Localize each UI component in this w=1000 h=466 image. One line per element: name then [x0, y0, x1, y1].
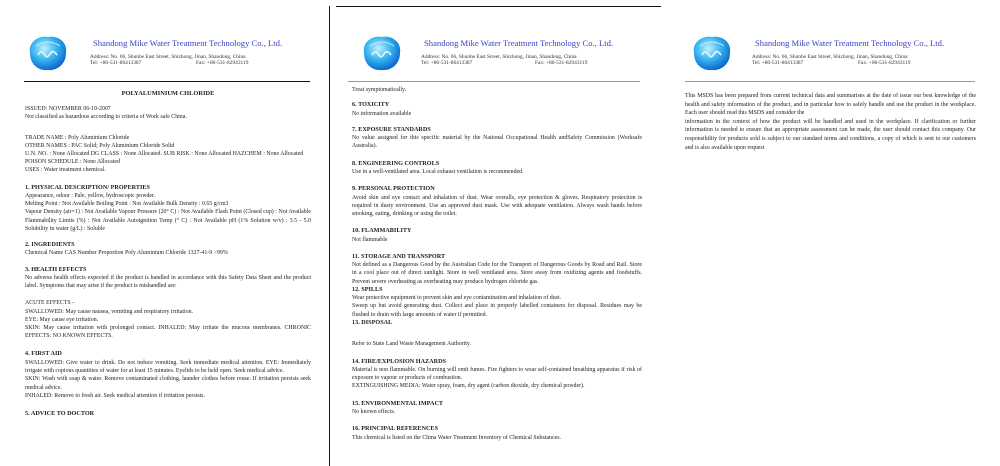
section-paragraph: SKIN: May cause irritation with prolonged contact. INHALED: May irritate the mucous membranes. CHRONIC EFFECTS: NO KNOWN EFFECTS.	[25, 325, 311, 340]
section-paragraph: Wear protective equipment to prevent skin and eye contamination and inhalation of dust.	[352, 295, 562, 302]
section-heading: 16. PRINCIPAL REFERENCES	[352, 425, 439, 433]
section-block	[25, 184, 311, 233]
section-heading: 13. DISPOSAL	[352, 318, 393, 326]
section-block	[352, 126, 642, 151]
company-logo	[360, 33, 404, 73]
company-fax: Fax: +86-531-82943119	[196, 60, 249, 66]
section-paragraph: Treat symptomatically.	[352, 87, 407, 93]
section-paragraph: ISSUED: NOVEMBER 06-19-2007	[25, 106, 111, 113]
section-paragraph: This chemical is listed on the China Water Treatment Inventory of Chemical Substances.	[352, 434, 561, 441]
section-block	[25, 266, 311, 291]
company-name: Shandong Mike Water Treatment Technology Co., Ltd.	[755, 38, 945, 48]
section-block	[352, 227, 642, 244]
section-block	[25, 105, 311, 121]
section-paragraph: Not flammable	[352, 236, 388, 243]
section-heading: 8. ENGINEERING CONTROLS	[352, 159, 440, 167]
company-address: Address: No. 66, Shunhe East Street, Shizhong, Jinan, Shandong, China	[90, 54, 246, 60]
section-paragraph: EYE: May cause eye irritation.	[25, 316, 99, 323]
section-heading: 9. PERSONAL PROTECTION	[352, 185, 435, 193]
section-block	[25, 410, 311, 418]
section-paragraph: POISON SCHEDULE : None Allocated	[25, 159, 120, 166]
document-title: POLYALUMINIUM CHLORIDE	[121, 90, 215, 97]
document-page-2	[335, 0, 665, 466]
section-block	[352, 358, 642, 391]
page-body	[25, 90, 311, 418]
document-page-3	[670, 0, 1000, 466]
section-paragraph: Melting Point : Not Available Boiling Point : Not Available Bulk Density : 0.65 g/cm3	[25, 201, 229, 208]
company-address: Address: No. 66, Shunhe East Street, Shizhong, Jinan, Shandong, China	[752, 54, 908, 60]
header-rule	[348, 81, 640, 82]
section-block	[352, 86, 642, 94]
section-paragraph: Not defined as a Dangerous Good by the Australian Code for the Transport of Dangerous Goods by Road and Rail. Store in a cool place out of direct sunlight. Store in well ventilated area. Store away from oxidizing agents and foodstuffs. Prevent severe overheating as overheating may produce hydrogen chloride gas.	[352, 262, 642, 285]
section-paragraph: ACUTE EFFECTS -	[25, 300, 75, 307]
section-paragraph: INHALED: Remove to fresh air. Seek medical attention if irritation persists.	[25, 392, 205, 399]
section-paragraph: No adverse health effects expected if the product is handled in accordance with this Safety Data Sheet and the product label. Symptoms that may arise if the product is mishandled are:	[25, 275, 311, 290]
company-tel: Tel: +86-531-86413387	[421, 60, 473, 66]
section-heading: 7. EXPOSURE STANDARDS	[352, 125, 431, 133]
company-tel: Tel: +86-531-86413387	[90, 60, 142, 66]
section-paragraph: No known effects.	[352, 408, 396, 415]
section-paragraph: Appearance, odour : Pale, yellow, hydroscopic powder.	[25, 193, 156, 200]
section-block	[25, 134, 311, 175]
section-paragraph: OTHER NAMES : PAC Solid; Poly Aluminium Chloride Solid	[25, 142, 175, 149]
section-block	[685, 92, 976, 152]
section-heading: 14. FIRE/EXPLOSION HAZARDS	[352, 357, 447, 365]
section-heading: 2. INGREDIENTS	[25, 241, 75, 249]
section-paragraph: No value assigned for this specific material by the National Occupational Health andSafety Commission (Worksafe Australia).	[352, 135, 642, 150]
section-paragraph: USES : Water treatment chemical.	[25, 167, 106, 174]
section-paragraph: No information available	[352, 110, 412, 117]
section-heading: 10. FLAMMABILITY	[352, 227, 412, 235]
section-paragraph: TRADE NAME : Poly Aluminium Chloride	[25, 134, 130, 141]
company-name: Shandong Mike Water Treatment Technology Co., Ltd.	[93, 38, 283, 48]
section-paragraph: Refer to State Land Waste Management Authority.	[352, 341, 471, 348]
company-address: Address: No. 66, Shunhe East Street, Shizhong, Jinan, Shandong, China	[421, 54, 577, 60]
section-heading: 1. PHYSICAL DESCRIPTION/ PROPERTIES	[25, 183, 150, 191]
section-heading: 12. SPILLS	[352, 285, 383, 293]
header-rule	[685, 81, 975, 82]
company-logo	[690, 33, 734, 73]
section-block	[352, 101, 642, 118]
section-paragraph: Chemical Name CAS Number Proportion Poly Aluminium Chloride 1327-41-9 >99%	[25, 250, 228, 257]
section-heading: 3. HEALTH EFFECTS	[25, 265, 87, 273]
section-block	[352, 185, 642, 218]
section-paragraph: SKIN: Wash with soap & water. Remove contaminated clothing, launder clothes before reuse. If irritation persists seek medical advice.	[25, 376, 311, 391]
section-heading: 5. ADVICE TO DOCTOR	[25, 409, 95, 417]
section-heading: 11. STORAGE AND TRANSPORT	[352, 252, 446, 260]
section-paragraph: U.N. NO. : None Allocated DG CLASS : None Allocated. SUB RISK : None Allocated HAZCHEM : None Allocated	[25, 151, 304, 158]
section-heading: 15. ENVIRONMENTAL IMPACT	[352, 399, 444, 407]
section-paragraph: Material is non flammable. On burning will emit fumes. Fire fighters to wear self-contained breathing apparatus if risk of exposure to vapour or products of combustion.	[352, 366, 642, 382]
section-block	[25, 241, 311, 258]
section-heading: 4. FIRST AID	[25, 350, 62, 358]
section-paragraph: Not classified as hazardous according to criteria of Work safe China.	[25, 114, 187, 121]
section-block	[352, 400, 642, 417]
page-body	[352, 86, 642, 442]
company-logo	[26, 33, 70, 73]
company-tel: Tel: +86-531-86413387	[752, 60, 804, 66]
header-rule	[24, 81, 310, 82]
company-name: Shandong Mike Water Treatment Technology Co., Ltd.	[424, 38, 614, 48]
section-paragraph: Use in a well-ventilated area. Local exhaust ventilation is recommended.	[352, 169, 524, 176]
section-block	[352, 425, 642, 442]
page-body	[685, 92, 976, 152]
section-paragraph: This MSDS has been prepared from current technical data and summarises at the date of issue our best knowledge of the health and safety information of the product, and in particular how to safely handle and use the product in the workplace. Each user should read this MSDS and consider the	[685, 93, 976, 117]
section-heading: 6. TOXICITY	[352, 101, 390, 109]
section-block	[352, 253, 642, 286]
section-block	[25, 350, 311, 399]
section-paragraph: Avoid skin and eye contact and inhalation of dust. Wear overalls, eye protection & gloves. Respiratory protection is required in dusty environment. Use an approved dust mask. Use with adequate ventilation. Always wash hands before smoking, eating, drinking or using the toilet.	[352, 194, 642, 218]
section-paragraph: Vapour Density (air=1) : Not Available Vapour Pressure (20° C) : Not Available Flash Point (Closed cup) : Not Available Flammability Limits (%) : Not Available Autoignition Temp (° C) : Not Available pH (1% Solution w/v) : 3.5 - 5.0 Solubility in water (g/L) : Soluble	[25, 209, 311, 232]
section-paragraph: SWALLOWED: Give water to drink. Do not induce vomiting. Seek immediate medical attention. EYE: Immediately irrigate with copious quantities of water for at least 15 minutes. Eyelids to be held open. Seek medical advice.	[25, 359, 311, 375]
section-paragraph: EXTINGUISHING MEDIA: Water spray, foam, dry agent (carbon dioxide, dry chemical powder).	[352, 383, 585, 390]
section-block	[352, 160, 642, 177]
section-paragraph: SWALLOWED: May cause nausea, vomiting and respiratory irritation.	[25, 308, 193, 315]
company-fax: Fax: +86-531-82943119	[858, 60, 911, 66]
company-fax: Fax: +86-531-82943119	[535, 60, 588, 66]
section-paragraph: Sweep up but avoid generating dust. Collect and place in properly labelled containers for disposal. Residues may be flushed to drain with large amounts of water if permitted.	[352, 303, 642, 318]
section-paragraph: information in the context of how the product will be handled and used in the workplace. If clarification or further information is needed to ensure that an appropriate assessment can be made, the user should contact this company. Our responsibility for products sold is subject to our standard terms and conditions, a copy of which is sent to our customers and is also available upon request	[685, 118, 976, 151]
document-page-1	[0, 0, 330, 466]
section-block	[352, 319, 642, 349]
section-block	[352, 286, 642, 319]
section-block	[25, 299, 311, 340]
